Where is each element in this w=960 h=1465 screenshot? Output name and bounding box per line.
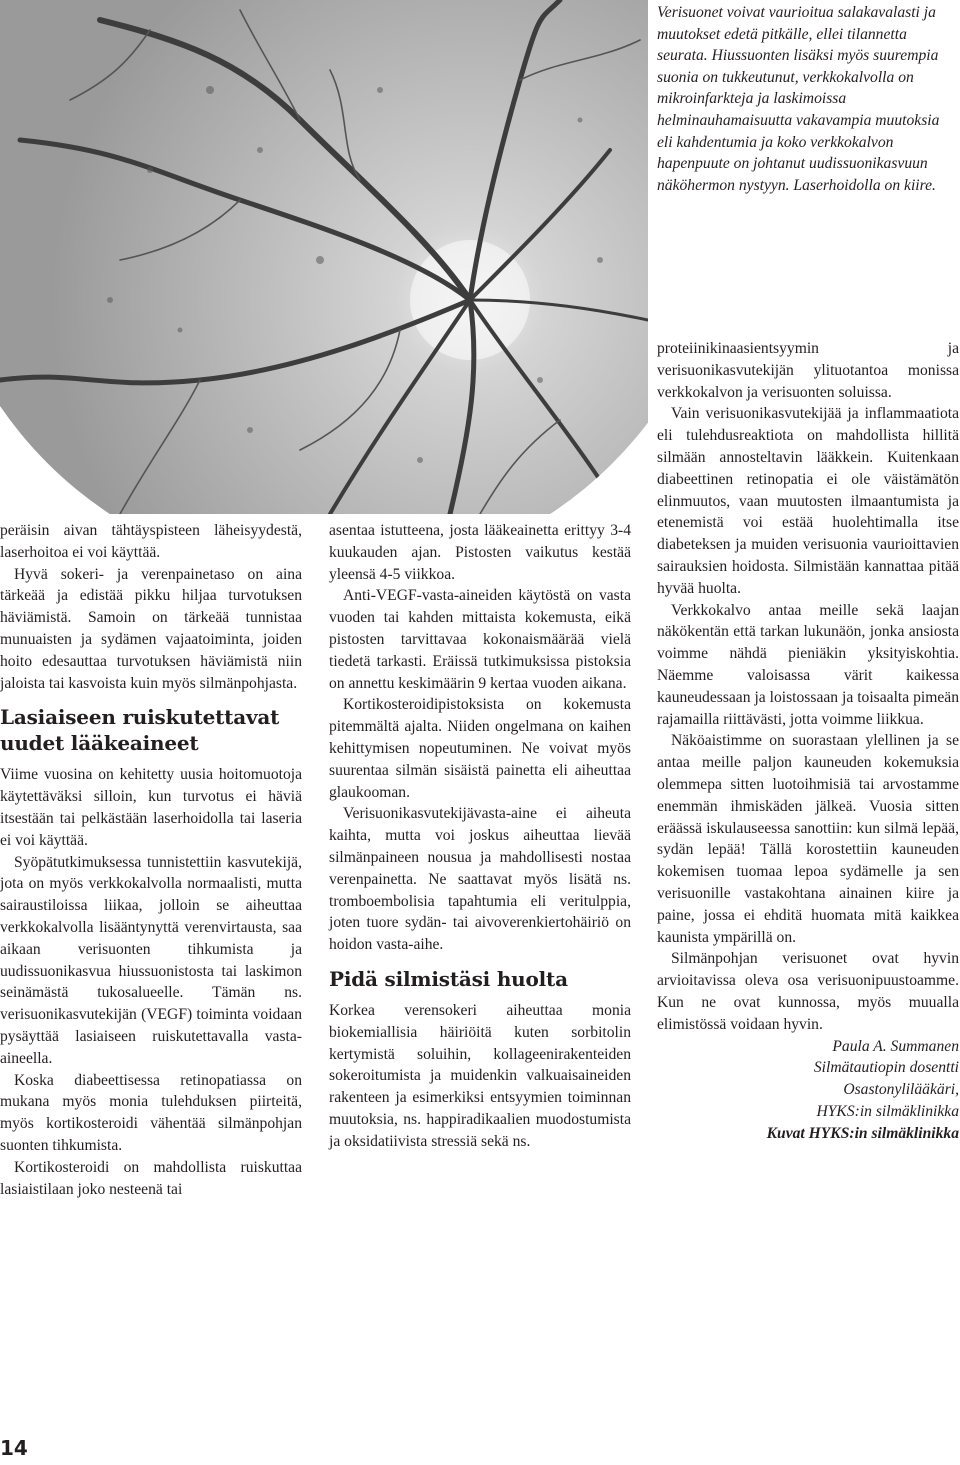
col1-paragraph-4: Syöpätutkimuksessa tunnistettiin kasvutekijä, jota on myös verkkokalvolla normaalisti, mutta sairaustiloissa liikaa, jolloin se aiheuttaa verkkokalvolla lisääntynyttä verenvirtausta, saa aikaan verisuonten tihkumista ja uudissuonikasvua hiussuonistosta tai laskimon seinämästä tukosalueelle. Tämän ns. verisuonikasvutekijän (VEGF) toiminta voidaan pysäyttää lasiaiseen ruiskutettavalla vasta-aineella. (0, 853, 302, 1067)
column-2 (329, 520, 631, 1153)
col3-paragraph-3: Verkkokalvo antaa meille sekä laajan näkökentän että tarkan lukunäön, jonka ansiosta voimme nähdä pieniäkin yksityiskohtia. Näemme valoisassa värit kaikessa kauneudessaan ja loistossaan ja toisaalta pimeän rajamailla riittävästi, jotta voimme liikkua. (657, 601, 959, 728)
author-name: Paula A. Summanen (832, 1037, 959, 1055)
col1-paragraph-6: Kortikosteroidi on mahdollista ruiskuttaa lasiaistilaan joko nesteenä tai (0, 1158, 302, 1198)
fundus-retina-photo-icon (0, 0, 648, 514)
col1-paragraph-5: Koska diabeettisessa retinopatiassa on mukana myös monia tulehduksen piirteitä, myös kortikosteroidi vähentää silmänpohjan suonten tihkumista. (0, 1071, 302, 1154)
col3-paragraph-5: Silmänpohjan verisuonet ovat hyvin arvioitavissa oleva osa verisuonipuustoamme. Kun ne ovat kunnossa, myös muualla elimistössä voidaan hyvin. (657, 950, 959, 1033)
col2-paragraph-1: asentaa istutteena, josta lääkeainetta erittyy 3-4 kuukauden ajan. Pistosten vaikutus kestää yleensä 4-5 viikkoa. (329, 522, 631, 583)
author-position: Osastonylilääkäri, (843, 1081, 959, 1099)
col2-paragraph-4: Verisuonikasvutekijävasta-aine ei aiheuta kaihta, mutta voi joskus aiheuttaa lievää silmänpaineen nousua ja mahdollisesti nostaa verenpainetta. Ne saattavat myös lisätä ns. tromboembolisia tapahtumia eli veritulppia, joten tuore sydän- tai aivoverenkiertohäiriö on hoidon vasta-aihe. (329, 805, 631, 954)
page-number: 14 (0, 1436, 28, 1460)
col1-paragraph-1: peräisin aivan tähtäyspisteen läheisyydestä, laserhoitoa ei voi käyttää. (0, 522, 302, 561)
author-title: Silmätautiopin dosentti (813, 1059, 959, 1077)
photo-credit: Kuvat HYKS:in silmäklinikka (766, 1124, 959, 1142)
col1-heading: Lasiaiseen ruiskutettavat uudet lääkeaineet (0, 705, 280, 756)
photo-caption (657, 2, 957, 196)
col3-paragraph-1: proteiinikinaasientsyymin ja verisuonikasvutekijän ylituotantoa monissa verkkokalvon ja verisuonten soluissa. (657, 340, 959, 401)
col2-heading: Pidä silmistäsi huolta (329, 966, 568, 991)
col1-paragraph-2: Hyvä sokeri- ja verenpainetaso on aina tärkeää ja edistää pikku hiljaa turvotuksen häviämistä. Samoin on tärkeää tunnistaa munuaisten ja sydämen vajaatoiminta, joiden hoito edesauttaa turvotuksen häviämistä niin jaloista tai kasvoista kuin myös silmänpohjasta. (0, 565, 302, 692)
author-organization: HYKS:in silmäklinikka (816, 1102, 959, 1120)
column-1 (0, 520, 302, 1200)
caption-text: Verisuonet voivat vaurioitua salakavalasti ja muutokset edetä pitkälle, ellei tilannetta seurata. Hiussuonten lisäksi myös suurempia suonia on tukkeutunut, verkkokalvolla on mikroinfarkteja ja laskimoissa helminauhamaisuutta vakavampia muutoksia eli kahdentumia ja koko verkkokalvon hapenpuute on johtanut uudissuonikasvuun näköhermon nystyyn. Laserhoidolla on kiire. (657, 4, 940, 194)
col2-paragraph-2: Anti-VEGF-vasta-aineiden käytöstä on vasta vuoden tai kahden mittaista kokemusta, eikä pistosten tarvittavaa kokonaismäärää vielä tiedetä tarkasti. Eräissä tutkimuksissa pistoksia on annettu keskimäärin 9 kertaa vuoden aikana. (329, 587, 631, 692)
fundus-photo (0, 0, 648, 514)
col2-paragraph-3: Kortikosteroidipistoksista on kokemusta pitemmältä ajalta. Niiden ongelmana on kaihen kehittymisen nopeutuminen. Ne voivat myös suurentaa silmän sisäistä painetta eli aiheuttaa glaukooman. (329, 696, 631, 801)
col1-paragraph-3: Viime vuosina on kehitetty uusia hoitomuotoja käytettäväksi silloin, kun turvotus ei häviä itsestään tai pelkästään laserhoidolla tai laseria ei voi käyttää. (0, 766, 302, 849)
col3-paragraph-4: Näköaistimme on suorastaan ylellinen ja se antaa meille paljon kauneuden kokemuksia olemmepa sitten luotoihmisiä tai arvostamme enemmän ihmiskäden jälkeä. Vuosia sitten eräässä iskulauseessa sanottiin: kun silmä lepää, sydän lepää! Tällä korostettiin kauneuden kokemisen tuomaa lepoa sydämelle ja sen verisuonille vastakohtana ainainen kiire ja paine, jossa ei ehditä huomata mitä kaikkea kaunista ympärillä on. (657, 732, 959, 946)
col2-paragraph-5: Korkea verensokeri aiheuttaa monia biokemiallisia häiriöitä kuten sorbitolin kertymistä soluihin, kollageenirakenteiden sokeroitumista ja muidenkin valkuaisaineiden rakenteen ja esimerkiksi entsyymien toiminnan muutoksia, ns. happiradikaalien muodostumista ja oksidatiivista stressiä sekä ns. (329, 1001, 631, 1150)
col3-paragraph-2: Vain verisuonikasvutekijää ja inflammaatiota eli tulehdusreaktiota on mahdollista hillitä silmään annosteltavin lääkkein. Kuitenkaan diabeettinen retinopatia ei ole väistämätön elinmuutos, vaan muutosten ilmaantumista ja etenemistä voi estää huolehtimalla itse diabeteksen ja muiden verisuonia vaurioittavien sairauksien hoidosta. Silmistään kannattaa pitää hyvää huolta. (657, 405, 959, 597)
column-3 (657, 338, 959, 1144)
